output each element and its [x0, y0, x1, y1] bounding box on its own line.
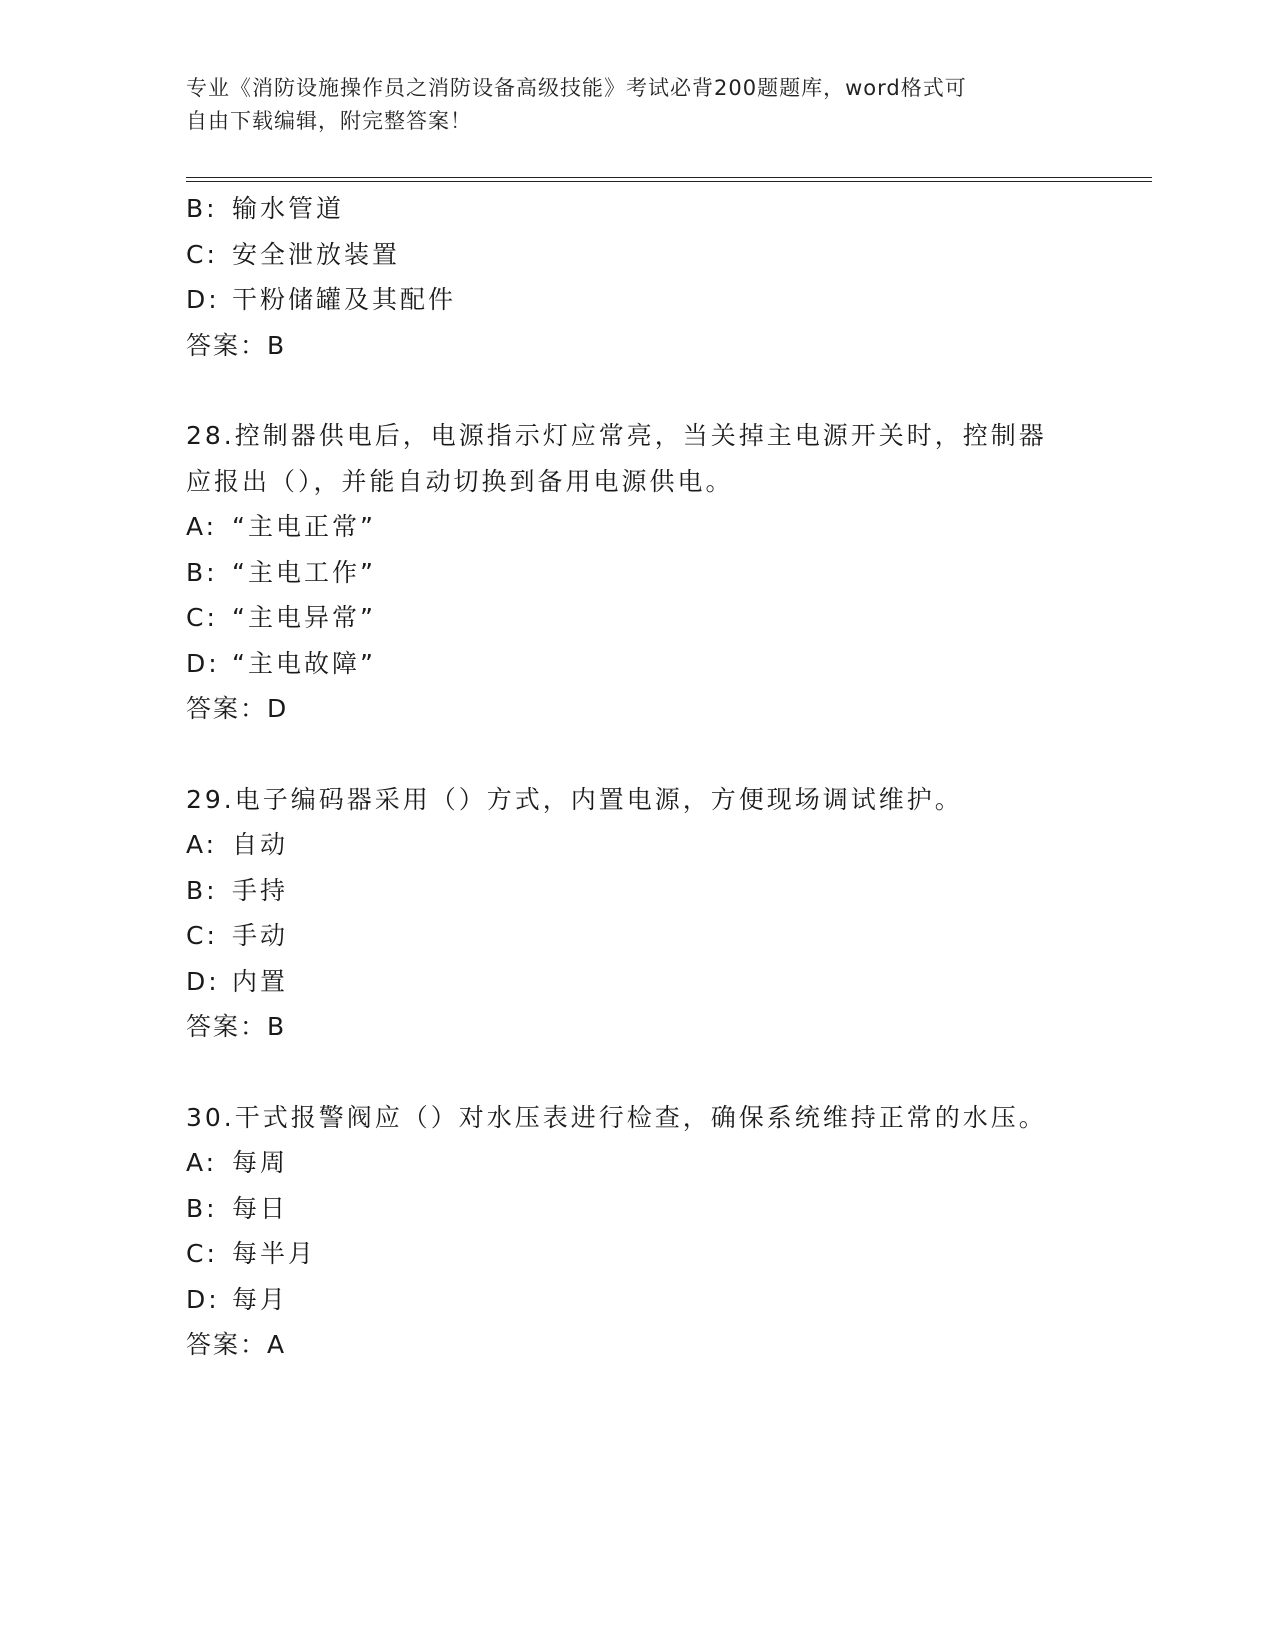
option-text: 手动 [232, 921, 289, 950]
option-d [186, 1277, 1126, 1323]
option-label: B: [186, 875, 218, 905]
option-a [186, 504, 1126, 550]
option-text: 每半月 [232, 1239, 317, 1268]
option-label: B: [186, 1193, 218, 1223]
option-text: 每日 [232, 1193, 289, 1223]
option-label: C: [186, 1239, 218, 1268]
option-b [186, 186, 1126, 232]
option-label: D: [186, 285, 220, 314]
option-text: 安全泄放装置 [232, 239, 401, 269]
answer-line [186, 1004, 1126, 1050]
option-label: D: [186, 648, 220, 678]
option-b [186, 550, 1126, 596]
option-text: 输水管道 [232, 194, 345, 223]
option-label: B: [186, 194, 218, 223]
spacer [186, 1050, 1126, 1095]
option-text: 每月 [232, 1284, 289, 1314]
header-divider-bottom [186, 181, 1152, 182]
option-b [186, 868, 1126, 914]
option-b [186, 1186, 1126, 1232]
option-a [186, 822, 1126, 868]
option-label: C: [186, 603, 218, 632]
option-label: B: [186, 557, 218, 587]
question-28 [186, 413, 1126, 732]
question-stem-line-1: 29.电子编码器采用（）方式，内置电源，方便现场调试维护。 [186, 784, 963, 814]
option-d [186, 959, 1126, 1005]
option-label: A: [186, 1148, 218, 1177]
answer-line [186, 686, 1126, 732]
document-header [186, 72, 1086, 138]
spacer [186, 732, 1126, 777]
question-stem-line-1: 28.控制器供电后，电源指示灯应常亮，当关掉主电源开关时，控制器 [186, 421, 1047, 450]
header-line-2: 自由下载编辑，附完整答案！ [186, 109, 472, 133]
spacer [186, 368, 1126, 413]
option-text: “主电故障” [232, 648, 376, 678]
question-29 [186, 777, 1126, 1050]
option-a [186, 1140, 1126, 1186]
answer-value: D [267, 694, 288, 723]
option-text: 内置 [232, 966, 289, 996]
header-divider-top [186, 177, 1152, 178]
answer-label: 答案： [186, 694, 268, 723]
answer-line [186, 1322, 1126, 1368]
option-text: “主电异常” [232, 603, 376, 632]
option-text: “主电工作” [232, 557, 376, 587]
option-label: C: [186, 921, 218, 950]
answer-line [186, 323, 1126, 369]
option-text: 手持 [232, 875, 289, 905]
question-stem-line-2: 应报出（），并能自动切换到备用电源供电。 [186, 466, 734, 496]
option-c [186, 913, 1126, 959]
answer-value: B [267, 330, 286, 360]
option-label: C: [186, 239, 218, 269]
option-d [186, 641, 1126, 687]
question-30 [186, 1095, 1126, 1368]
answer-value: A [267, 1330, 286, 1359]
question-stem-line-1: 30.干式报警阀应（）对水压表进行检查，确保系统维持正常的水压。 [186, 1102, 1047, 1132]
option-c [186, 1231, 1126, 1277]
option-label: A: [186, 512, 218, 541]
question-27-continued [186, 186, 1126, 368]
answer-value: B [267, 1012, 286, 1041]
option-label: D: [186, 966, 220, 996]
option-text: “主电正常” [232, 512, 376, 541]
option-d [186, 277, 1126, 323]
question-list [186, 186, 1126, 1368]
header-line-1: 专业《消防设施操作员之消防设备高级技能》考试必背200题题库，word格式可 [186, 76, 967, 100]
option-text: 自动 [232, 830, 289, 859]
option-label: A: [186, 830, 218, 859]
option-c [186, 595, 1126, 641]
option-text: 干粉储罐及其配件 [232, 285, 457, 314]
answer-label: 答案： [186, 1012, 268, 1041]
answer-label: 答案： [186, 1330, 268, 1359]
option-label: D: [186, 1284, 220, 1314]
option-text: 每周 [232, 1148, 289, 1177]
option-c [186, 232, 1126, 278]
answer-label: 答案： [186, 330, 268, 360]
